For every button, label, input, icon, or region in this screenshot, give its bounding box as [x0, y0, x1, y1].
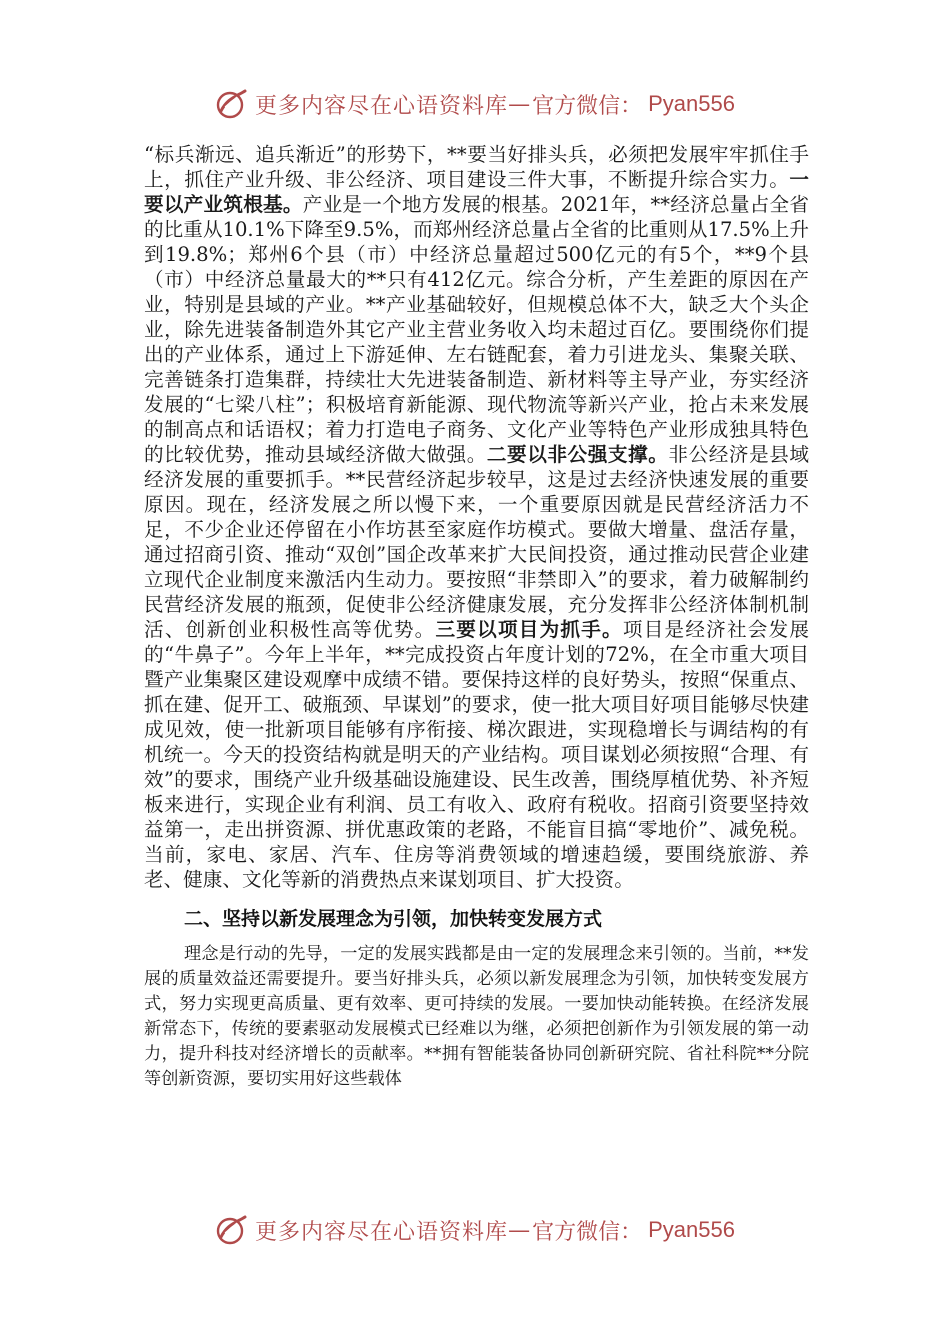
pen-swirl-icon [215, 1213, 249, 1247]
paragraph-text: 产业是一个地方发展的根基。2021年，**经济总量占全省的比重从10.1%下降至9.5%，而郑州经济总量占全省的比重则从17.5%上升到19.8%；郑州6个县（市）中经济总量超过500亿元的有5个，**9个县（市）中经济总量最大的**只有412亿元。综合分析，产生差距的原因在产业，特别是县域的产业。**产业基础较好，但规模总体不大，缺乏大个头企业，除先进装备制造外其它产业主营业务收入均未超过百亿。要围绕你们提出的产业体系，通过上下游延伸、左右链配套，着力引进龙头、集聚关联、完善链条打造集群，持续壮大先进装备制造、新材料等主导产业，夯实经济发展的“七梁八柱”；积极培育新能源、现代物流等新兴产业，抢占未来发展的制高点和话语权；着力打造电子商务、文化产业等特色产业形成独具特色的比较优势，推动县域经济做大做强。 [144, 193, 809, 466]
key-point-industry: 一要以产业筑根基。 [144, 168, 809, 216]
watermark-dash: — [508, 1217, 531, 1243]
watermark-wechat-id: Pyan556 [648, 1217, 735, 1242]
paragraph-development-concept: 理念是行动的先导，一定的发展实践都是由一定的发展理念来引领的。当前，**发展的质量效益还需要提升。要当好排头兵，必须以新发展理念为引领，加快转变发展方式，努力实现更高质量、更有效率、更可持续的发展。一要加快动能转换。在经济发展新常态下，传统的要素驱动发展模式已经难以为继，必须把创新作为引领发展的第一动力，提升科技对经济增长的贡献率。**拥有智能装备协同创新研究院、省社科院**分院等创新资源，要切实用好这些载体 [144, 944, 809, 1089]
watermark-dash: — [508, 91, 531, 117]
watermark-official: 官方微信： [532, 1219, 643, 1245]
watermark-wechat-id: Pyan556 [648, 91, 735, 116]
watermark-brand: 更多内容尽在心语资料库 [255, 93, 509, 119]
key-point-projects: 三要以项目为抓手。 [435, 618, 623, 641]
pen-swirl-icon [215, 87, 249, 121]
paragraph-industry [144, 142, 809, 892]
paragraph-text: “标兵渐远、追兵渐近”的形势下，**要当好排头兵，必须把发展牢牢抓住手上，抓住产业升级、非公经济、项目建设三件大事，不断提升综合实力。 [144, 143, 809, 191]
watermark-brand: 更多内容尽在心语资料库 [255, 1219, 509, 1245]
paragraph-text: 非公经济是县域经济发展的重要抓手。**民营经济起步较早，这是过去经济快速发展的重要原因。现在，经济发展之所以慢下来，一个重要原因就是民营经济活力不足，不少企业还停留在小作坊甚至家庭作坊模式。要做大增量、盘活存量，通过招商引资、推动“双创”国企改革来扩大民间投资，通过推动民营企业建立现代企业制度来激活内生动力。要按照“非禁即入”的要求，着力破解制约民营经济发展的瓶颈，促使非公经济健康发展，充分发挥非公经济体制机制活、创新创业积极性高等优势。 [144, 443, 810, 641]
section-heading: 二、坚持以新发展理念为引领，加快转变发展方式 [184, 908, 603, 930]
document-body [144, 142, 809, 1092]
watermark-banner-bottom [0, 1210, 950, 1250]
paragraph-text: 项目是经济社会发展的“牛鼻子”。今年上半年，**完成投资占年度计划的72%，在全市重大项目暨产业集聚区建设观摩中成绩不错。要保持这样的良好势头，按照“保重点、抓在建、促开工、破瓶颈、早谋划”的要求，使一批大项目好项目能够尽快建成见效，使一批新项目能够有序衔接、梯次跟进，实现稳增长与调结构的有机统一。今天的投资结构就是明天的产业结构。项目谋划必须按照“合理、有效”的要求，围绕产业升级基础设施建设、民生改善，围绕厚植优势、补齐短板来进行，实现企业有利润、员工有收入、政府有税收。招商引资要坚持效益第一，走出拼资源、拼优惠政策的老路，不能盲目搞“零地价”、减免税。当前，家电、家居、汽车、住房等消费领域的增速趋缓，要围绕旅游、养老、健康、文化等新的消费热点来谋划项目、扩大投资。 [144, 618, 810, 891]
watermark-banner-top [0, 84, 950, 124]
key-point-private-economy: 二要以非公强支撑。 [486, 443, 669, 466]
watermark-official: 官方微信： [532, 93, 643, 119]
